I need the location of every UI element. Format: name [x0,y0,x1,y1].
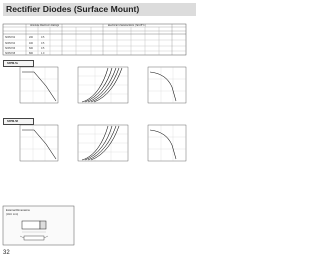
table-cell-part: SFPM-54 [5,41,16,45]
table-header-electrical: Electrical Characteristics (Ta=25°C) [108,24,146,28]
table-cell-io: 0.5 [41,47,45,50]
table-cell-part: SFPM-58 [5,52,16,55]
page-number: 32 [3,250,10,256]
table-cell-io: 1.0 [41,52,45,55]
table-cell-part: SFPM-56 [5,47,16,50]
table-cell-part: SFPM-52 [5,35,16,39]
table-cell-vrm: 400 [29,41,33,45]
table-cell-io: 0.5 [41,35,45,39]
outline-title: External Dimensions [6,209,30,212]
section-label: SFPM-5x [7,62,18,65]
outline-subtitle: (Unit: mm) [6,213,19,216]
table-header-abs-max: Absolute Maximum Ratings [30,24,60,28]
table-cell-vrm: 800 [29,52,33,55]
section-label: SFPM-58 [7,120,18,123]
table-cell-vrm: 600 [29,47,33,50]
table-cell-vrm: 200 [29,35,33,39]
page-title: Rectifier Diodes (Surface Mount) [6,4,140,14]
table-cell-io: 0.5 [41,41,45,45]
